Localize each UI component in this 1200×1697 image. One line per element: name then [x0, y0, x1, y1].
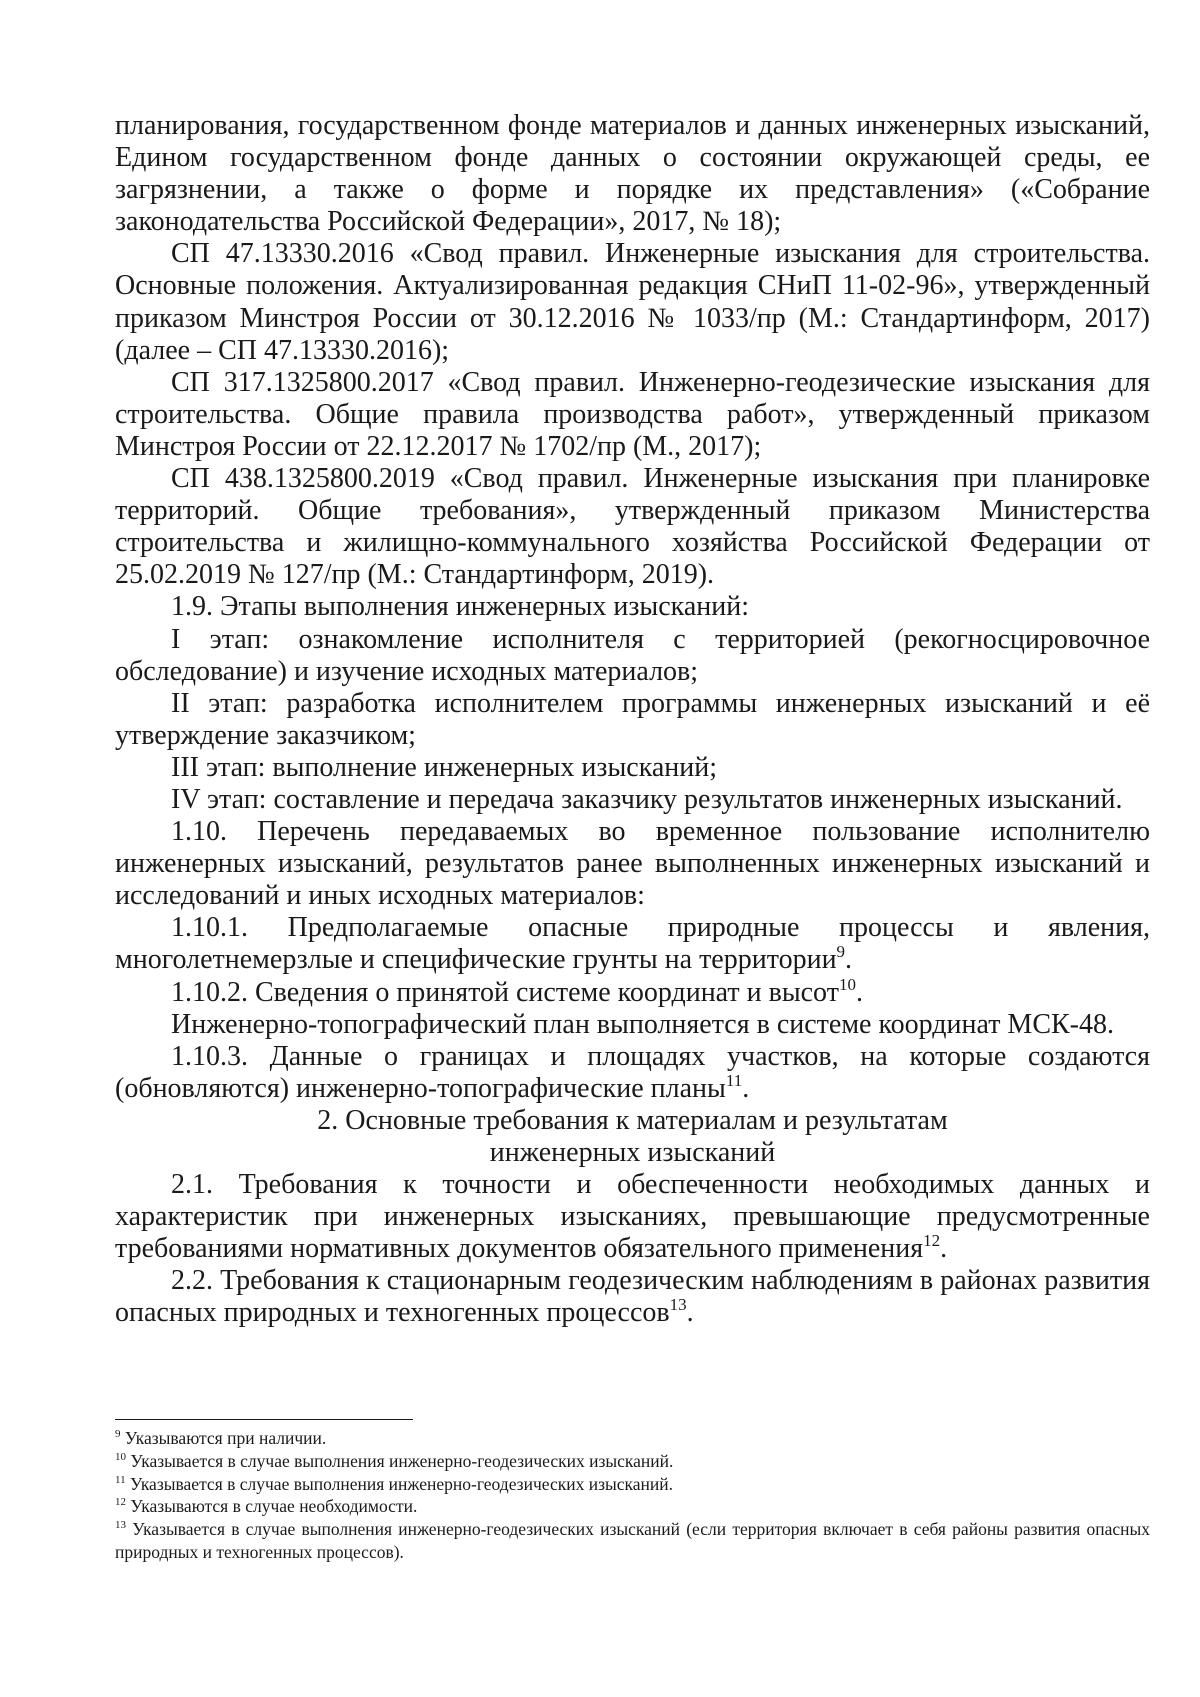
footnote-13 — [115, 1518, 1150, 1564]
footnote-ref-11[interactable]: 11 — [725, 1070, 743, 1090]
period: . — [686, 1297, 694, 1329]
section-1-10-1 — [115, 912, 1150, 976]
section-1-10-3-text: 1.10.3. Данные о границах и площадях участков, на которые создаются (обновляются) инженерно-топографические планы — [115, 1040, 1150, 1104]
footnote-number: 13 — [115, 1519, 126, 1532]
stage-4: IV этап: составление и передача заказчику результатов инженерных изысканий. — [171, 783, 1123, 815]
footnote-number: 9 — [115, 1428, 121, 1440]
paragraph-sp-47: СП 47.13330.2016 «Свод правил. Инженерные изыскания для строительства. Основные положения. Актуализированная редакция СНиП 11-02-96», утвержденный приказом Минстроя России от 30.12.2016 № 1033/пр (М.: Стандартинформ, 2017) (далее – СП 47.13330.2016); — [115, 238, 1150, 366]
section-2-2 — [115, 1265, 1150, 1329]
stage-2: II этап: разработка исполнителем программы инженерных изысканий и её утверждение заказчиком; — [115, 687, 1150, 751]
paragraph-sp-438: СП 438.1325800.2019 «Свод правил. Инженерные изыскания при планировке территорий. Общие требования», утвержденный приказом Министерства строительства и жилищно-коммунального хозяйства Российской Федерации от 25.02.2019 № 127/пр (М.: Стандартинформ, 2019). — [115, 463, 1150, 591]
footnote-ref-13[interactable]: 13 — [669, 1295, 687, 1315]
period: . — [940, 1233, 948, 1265]
section-1-10-2 — [115, 974, 1150, 1009]
footnotes — [115, 1427, 1150, 1564]
stage-1: I этап: ознакомление исполнителя с территорией (рекогносцировочное обследование) и изучение исходных материалов; — [115, 623, 1150, 687]
footnote-text: Указывается в случае выполнения инженерно-геодезических изысканий (если территория включает в себя районы развития опасных природных и техногенных процессов). — [115, 1519, 1150, 1562]
footnote-12 — [115, 1495, 1150, 1518]
section-1-10-1-text: 1.10.1. Предполагаемые опасные природные процессы и явления, многолетнемерзлые и специфические грунты на территории — [115, 912, 1150, 976]
footnote-ref-12[interactable]: 12 — [923, 1231, 941, 1251]
footnote-ref-9[interactable]: 9 — [836, 942, 846, 962]
period: . — [845, 944, 853, 976]
footnote-ref-10[interactable]: 10 — [838, 974, 856, 994]
section-1-10: 1.10. Перечень передаваемых во временное пользование исполнителю инженерных изысканий, результатов ранее выполненных инженерных изысканий и исследований и иных исходных материалов: — [115, 816, 1150, 912]
footnote-11 — [115, 1473, 1150, 1496]
paragraph-sp-317: СП 317.1325800.2017 «Свод правил. Инженерно-геодезические изыскания для строительства. Общие правила производства работ», утвержденный приказом Минстроя России от 22.12.2017 № 1702/пр (М., 2017); — [115, 366, 1150, 462]
footnote-9 — [115, 1427, 1150, 1450]
footnote-text: Указываются в случае необходимости. — [130, 1496, 418, 1517]
section-1-9-title: 1.9. Этапы выполнения инженерных изысканий: — [171, 591, 750, 623]
section-1-10-2-text: 1.10.2. Сведения о принятой системе координат и высот — [171, 976, 839, 1008]
footnote-number: 11 — [115, 1473, 126, 1486]
section-2-heading-line-1: 2. Основные требования к материалам и результатам — [317, 1104, 948, 1136]
section-2-heading-line-2: инженерных изысканий — [489, 1137, 776, 1168]
footnote-separator — [115, 1419, 413, 1420]
period: . — [742, 1072, 750, 1104]
coordinate-system-note: Инженерно-топографический план выполняется в системе координат МСК-48. — [171, 1008, 1115, 1040]
footnote-text: Указываются при наличии. — [124, 1428, 327, 1448]
section-2-1 — [115, 1169, 1150, 1265]
footnote-text: Указывается в случае выполнения инженерно-геодезических изысканий. — [129, 1473, 673, 1494]
period: . — [855, 976, 863, 1008]
section-1-10-3 — [115, 1041, 1150, 1105]
footnote-10 — [115, 1450, 1150, 1473]
stage-3: III этап: выполнение инженерных изысканий; — [171, 751, 718, 783]
footnote-text: Указывается в случае выполнения инженерно-геодезических изысканий. — [130, 1450, 674, 1471]
body-text — [115, 110, 1150, 1330]
document-page — [115, 0, 1150, 1697]
footnote-number: 12 — [115, 1496, 126, 1509]
section-2-1-text: 2.1. Требования к точности и обеспеченности необходимых данных и характеристик при инженерных изысканиях, превышающие предусмотренные требованиями нормативных документов обязательного применения — [115, 1169, 1150, 1265]
section-2-2-text: 2.2. Требования к стационарным геодезическим наблюдениям в районах развития опасных природных и техногенных процессов — [115, 1265, 1150, 1329]
paragraph-registry-continuation: планирования, государственном фонде материалов и данных инженерных изысканий, Едином государственном фонде данных о состоянии окружающей среды, ее загрязнении, а также о форме и порядке их представления» («Собрание законодательства Российской Федерации», 2017, № 18); — [115, 110, 1150, 238]
footnote-number: 10 — [115, 1450, 126, 1463]
